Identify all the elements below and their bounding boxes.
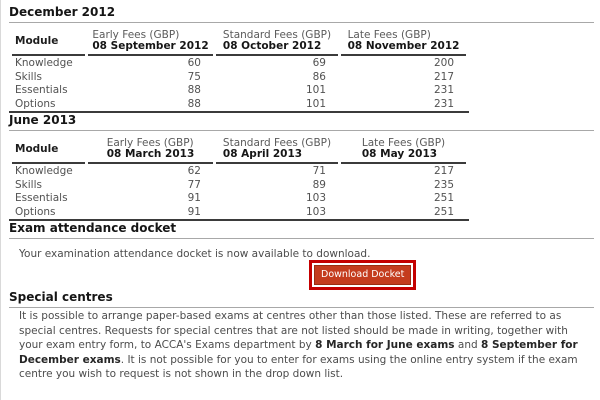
column-label: Standard Fees (GBP) bbox=[222, 137, 332, 149]
module-cell: Skills bbox=[15, 178, 42, 191]
fee-cell: 101 bbox=[305, 84, 326, 96]
column-label: Standard Fees (GBP) bbox=[222, 29, 332, 41]
fee-cell: 231 bbox=[433, 97, 454, 110]
download-docket-button[interactable]: Download Docket bbox=[314, 265, 411, 285]
table-row bbox=[12, 71, 466, 85]
fee-cell: 77 bbox=[187, 178, 201, 191]
section-december-2012 bbox=[9, 5, 594, 113]
table-row bbox=[12, 192, 466, 206]
fee-cell: 91 bbox=[187, 192, 201, 204]
column-label: Early Fees (GBP) bbox=[92, 29, 180, 41]
fee-cell: 86 bbox=[312, 70, 326, 83]
module-cell: Knowledge bbox=[15, 165, 73, 177]
fee-cell: 89 bbox=[312, 178, 326, 191]
late-fees-column-header bbox=[341, 136, 466, 164]
section-special-centres bbox=[9, 290, 594, 382]
deadline-december-exams: 8 September for December exams bbox=[19, 339, 578, 366]
text-segment: It is possible to arrange paper-based exams at centres other than those listed. These are referred to as special centres. Requests for special centres that are not listed should be made in writing, together with your exam entry form, to ACCA's Exams department by bbox=[19, 310, 568, 352]
fee-cell: 235 bbox=[433, 178, 454, 191]
module-cell: Options bbox=[15, 97, 56, 110]
fee-cell: 88 bbox=[187, 97, 201, 110]
fee-cell: 71 bbox=[312, 165, 326, 177]
column-deadline: 08 October 2012 bbox=[222, 40, 322, 52]
early-fees-column-header bbox=[88, 28, 213, 56]
column-label: Late Fees (GBP) bbox=[361, 137, 446, 149]
table-row bbox=[12, 206, 466, 220]
fee-cell: 75 bbox=[187, 70, 201, 83]
early-fees-column-header bbox=[88, 136, 213, 164]
column-deadline: 08 November 2012 bbox=[347, 40, 460, 52]
column-deadline: 08 September 2012 bbox=[92, 40, 209, 52]
deadline-june-exams: 8 March for June exams bbox=[315, 339, 455, 352]
module-column-header: Module bbox=[12, 28, 85, 56]
fee-cell: 101 bbox=[305, 97, 326, 110]
special-centres-text bbox=[19, 309, 594, 382]
column-deadline: 08 May 2013 bbox=[361, 148, 438, 160]
special-centres-heading: Special centres bbox=[9, 290, 594, 308]
module-cell: Options bbox=[15, 205, 56, 218]
text-segment: . It is not possible for you to enter for exams using the online entry system if the exam centre you wish to request is not shown in the drop down list. bbox=[19, 353, 578, 381]
fee-cell: 60 bbox=[187, 57, 201, 69]
december-2012-fees-table bbox=[9, 28, 469, 113]
standard-fees-column-header bbox=[216, 136, 338, 164]
module-column-header: Module bbox=[12, 136, 85, 164]
table-row bbox=[12, 179, 466, 193]
fee-cell: 103 bbox=[305, 205, 326, 218]
module-cell: Essentials bbox=[15, 84, 68, 96]
late-fees-column-header bbox=[341, 28, 466, 56]
june-2013-heading: June 2013 bbox=[9, 113, 594, 131]
table-row bbox=[12, 84, 466, 98]
docket-availability-text: Your examination attendance docket is now available to download. bbox=[19, 248, 371, 260]
red-highlight-box bbox=[309, 260, 416, 290]
exam-attendance-docket-heading: Exam attendance docket bbox=[9, 221, 594, 239]
module-cell: Essentials bbox=[15, 192, 68, 204]
table-row bbox=[12, 98, 466, 112]
exam-fees-page bbox=[1, 0, 600, 382]
fee-cell: 69 bbox=[312, 57, 326, 69]
fee-cell: 251 bbox=[433, 205, 454, 218]
column-label: Early Fees (GBP) bbox=[106, 137, 194, 149]
column-label: Late Fees (GBP) bbox=[347, 29, 431, 41]
fee-cell: 200 bbox=[433, 57, 454, 69]
december-2012-heading: December 2012 bbox=[9, 5, 594, 23]
table-header-row bbox=[12, 28, 466, 56]
table-row bbox=[12, 56, 466, 71]
fee-cell: 62 bbox=[187, 165, 201, 177]
fee-cell: 91 bbox=[187, 205, 201, 218]
column-deadline: 08 March 2013 bbox=[106, 148, 195, 160]
fee-cell: 231 bbox=[433, 84, 454, 96]
june-2013-fees-table bbox=[9, 136, 469, 221]
text-segment: and bbox=[454, 339, 481, 352]
fee-cell: 103 bbox=[305, 192, 326, 204]
module-cell: Knowledge bbox=[15, 57, 73, 69]
section-june-2013 bbox=[9, 113, 594, 221]
table-row bbox=[12, 164, 466, 179]
module-cell: Skills bbox=[15, 70, 42, 83]
fee-cell: 217 bbox=[433, 165, 454, 177]
fee-cell: 217 bbox=[433, 70, 454, 83]
standard-fees-column-header bbox=[216, 28, 338, 56]
section-exam-attendance-docket bbox=[9, 221, 594, 290]
table-header-row bbox=[12, 136, 466, 164]
column-deadline: 08 April 2013 bbox=[222, 148, 303, 160]
fee-cell: 88 bbox=[187, 84, 201, 96]
fee-cell: 251 bbox=[433, 192, 454, 204]
